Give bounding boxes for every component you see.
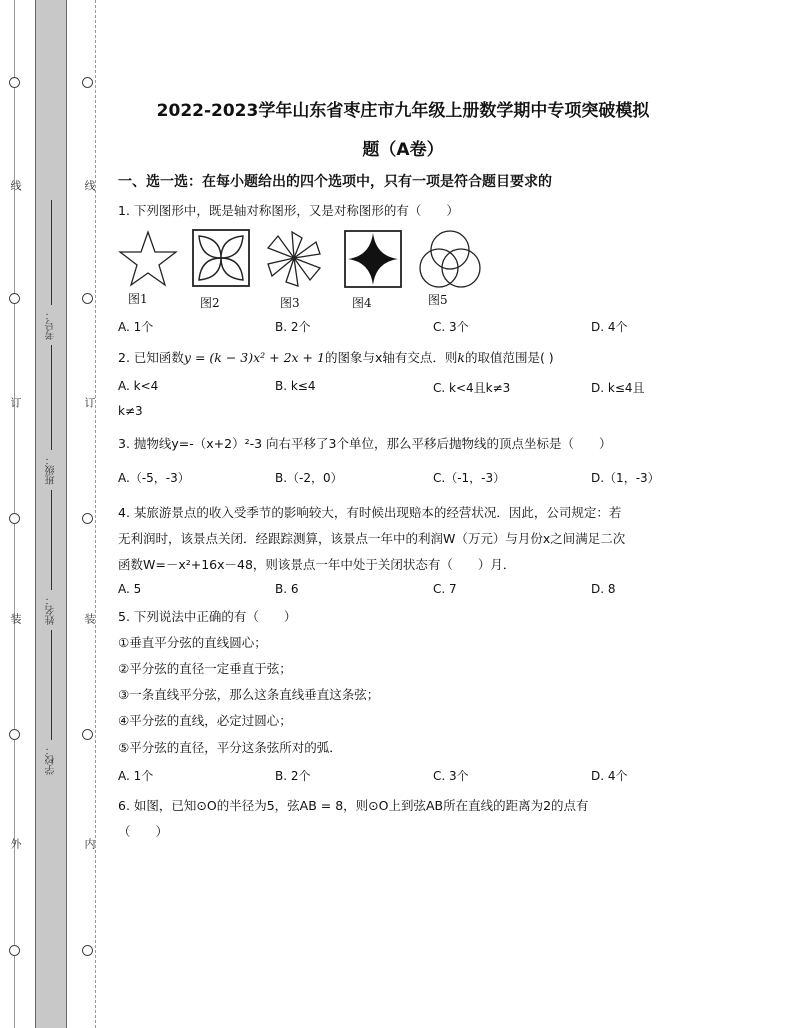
- question-4-line1: 4. 某旅游景点的收入受季节的影响较大，有时候出现赔本的经营状况．因此，公司规定：若: [118, 505, 622, 520]
- question-2-stem: [118, 348, 554, 366]
- field-label-school: 学校：: [46, 745, 57, 775]
- q2-stem-pre: 2. 已知函数: [118, 350, 184, 365]
- q2-stem-post: 的图象与x轴有交点．则: [324, 350, 458, 365]
- q3-option-d: D.（1，-3）: [591, 471, 660, 485]
- figure-2-petal-square: [191, 228, 253, 290]
- q5-statement: ①垂直平分弦的直线圆心；: [118, 635, 267, 650]
- field-label-class: 班级：: [46, 455, 57, 485]
- q5-option-b: B. 2个: [275, 769, 311, 783]
- margin-char: 装: [9, 613, 22, 624]
- q1-option-d: D. 4个: [591, 320, 628, 334]
- figure-label: 图5: [428, 293, 448, 307]
- field-line: [51, 490, 52, 590]
- q2-var: k: [457, 350, 465, 365]
- question-3-stem: 3. 抛物线y=-（x+2）²-3 向右平移了3个单位，那么平移后抛物线的顶点坐标是（ ）: [118, 436, 612, 451]
- question-6-line2: （ ）: [118, 824, 169, 839]
- q5-option-c: C. 3个: [433, 769, 469, 783]
- question-4-line2: 无利润时，该景点关闭．经跟踪测算，该景点一年中的利润W（万元）与月份x之间满足二次: [118, 531, 626, 546]
- q4-option-c: C. 7: [433, 582, 457, 596]
- q1-option-b: B. 2个: [275, 320, 311, 334]
- margin-char: 线: [9, 180, 22, 191]
- field-line: [51, 630, 52, 740]
- margin-char: 线: [83, 180, 96, 191]
- section-heading: 一、选一选：在每小题给出的四个选项中，只有一项是符合题目要求的: [118, 174, 552, 190]
- binding-hole: [9, 513, 20, 524]
- q5-statement: ②平分弦的直径一定垂直于弦；: [118, 661, 292, 676]
- binding-hole: [9, 945, 20, 956]
- question-5-stem: 5. 下列说法中正确的有（ ）: [118, 609, 297, 624]
- binding-hole: [82, 945, 93, 956]
- q2-option-b: B. k≤4: [275, 379, 316, 393]
- figure-3-pinwheel: [264, 228, 326, 290]
- q2-option-a: A. k<4: [118, 379, 159, 393]
- field-label-exam-no: 考号：: [46, 310, 57, 340]
- q5-statement: ④平分弦的直线，必定过圆心；: [118, 713, 292, 728]
- binding-hole: [9, 293, 20, 304]
- page-title-cont: 题（A卷）: [362, 140, 444, 160]
- binding-hole: [9, 77, 20, 88]
- figure-label: 图4: [352, 296, 372, 310]
- figure-label: 图1: [128, 292, 148, 306]
- field-label-name: 姓名：: [46, 595, 57, 625]
- binding-hole: [82, 513, 93, 524]
- q5-option-a: A. 1个: [118, 769, 154, 783]
- binding-hole: [82, 77, 93, 88]
- figure-1-star: [118, 228, 180, 290]
- page-title: 2022-2023学年山东省枣庄市九年级上册数学期中专项突破模拟: [156, 101, 650, 121]
- margin-char: 内: [83, 838, 96, 849]
- q3-option-a: A.（-5，-3）: [118, 471, 190, 485]
- q2-stem-end: 的取值范围是( ): [464, 350, 554, 365]
- q4-option-a: A. 5: [118, 582, 142, 596]
- q2-option-d: D. k≤4且: [591, 381, 645, 395]
- q3-option-c: C.（-1，-3）: [433, 471, 506, 485]
- q1-option-a: A. 1个: [118, 320, 154, 334]
- q4-option-b: B. 6: [275, 582, 299, 596]
- q2-option-d-cont: k≠3: [118, 404, 143, 418]
- figure-5-three-circles: [414, 228, 486, 292]
- q5-statement: ⑤平分弦的直径，平分这条弦所对的弧．: [118, 740, 342, 755]
- q5-statement: ③一条直线平分弦，那么这条直线垂直这条弦；: [118, 687, 380, 702]
- field-line: [51, 200, 52, 305]
- q4-option-d: D. 8: [591, 582, 616, 596]
- field-line: [51, 345, 52, 450]
- q2-option-c: C. k<4且k≠3: [433, 381, 511, 395]
- question-6-line1: 6. 如图，已知⊙O的半径为5，弦AB = 8，则⊙O上到弦AB所在直线的距离为2的点有: [118, 798, 589, 813]
- q3-option-b: B.（-2，0）: [275, 471, 343, 485]
- inner-margin-line: [95, 0, 96, 1028]
- margin-char: 外: [9, 838, 22, 849]
- figure-4-astroid: [343, 228, 405, 290]
- binding-hole: [82, 293, 93, 304]
- margin-char: 订: [83, 397, 96, 408]
- binding-hole: [9, 729, 20, 740]
- q1-option-c: C. 3个: [433, 320, 469, 334]
- figure-label: 图3: [280, 296, 300, 310]
- q5-option-d: D. 4个: [591, 769, 628, 783]
- question-4-line3: 函数W=－x²+16x－48，则该景点一年中处于关闭状态有（ ）月．: [118, 557, 516, 572]
- q2-formula: y = (k − 3)x² + 2x + 1: [183, 350, 325, 365]
- binding-hole: [82, 729, 93, 740]
- margin-char: 装: [83, 613, 96, 624]
- figure-label: 图2: [200, 296, 220, 310]
- question-1-stem: 1. 下列图形中，既是轴对称图形，又是对称图形的有（ ）: [118, 203, 459, 218]
- margin-char: 订: [9, 397, 22, 408]
